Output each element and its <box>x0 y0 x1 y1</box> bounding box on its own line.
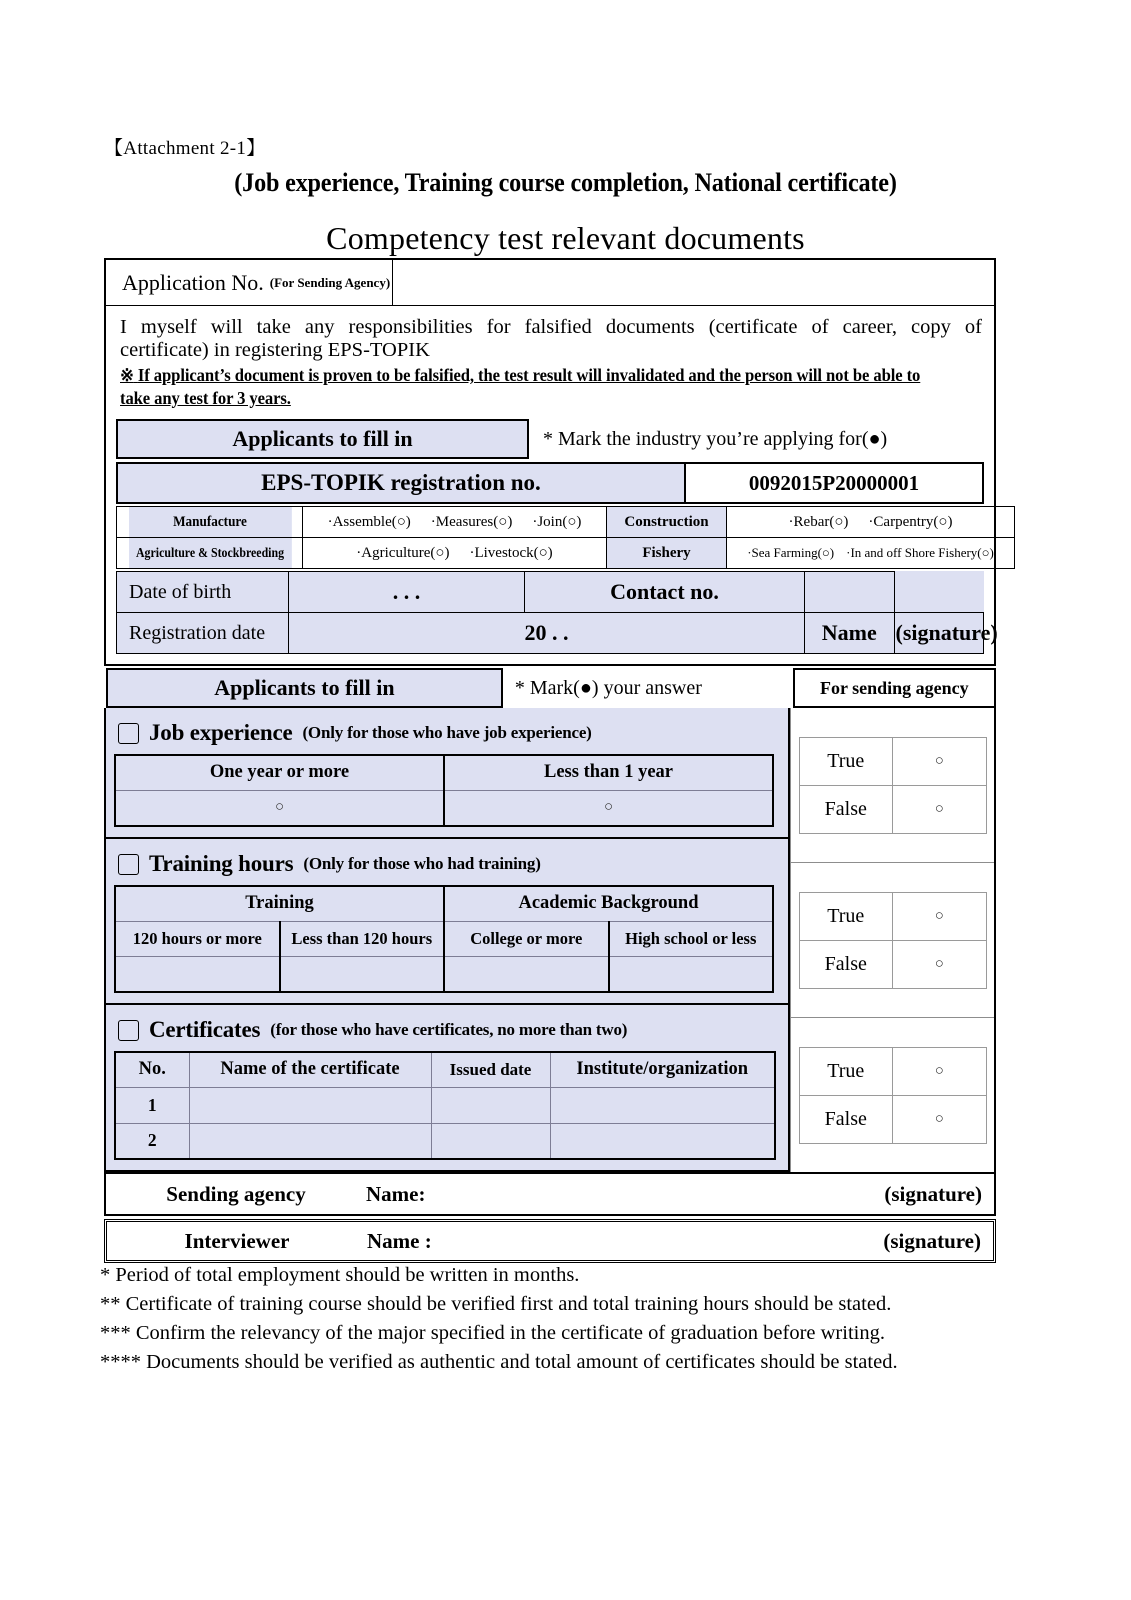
training-answer-row <box>115 956 773 992</box>
application-no-label: Application No. <box>122 269 264 295</box>
job-experience-block <box>106 708 790 839</box>
registration-no-value[interactable]: 0092015P20000001 <box>684 462 984 504</box>
certificates-header-row <box>115 1052 775 1087</box>
industry-option-rebar[interactable]: ·Rebar(○) <box>788 513 849 530</box>
industry-options-fishery[interactable] <box>727 538 1015 569</box>
cert-false-mark[interactable]: ○ <box>893 1095 987 1143</box>
personal-info-table <box>116 571 998 654</box>
industry-mark-note: * Mark the industry you’re applying for(●) <box>543 427 888 450</box>
training-answer-college-or-more[interactable] <box>444 956 609 992</box>
training-hours-title: Training hours <box>149 851 294 876</box>
training-header-less-than-120: Less than 120 hours <box>280 921 445 956</box>
cert-true-label: True <box>799 1047 893 1095</box>
cert-row-2-no: 2 <box>115 1123 189 1159</box>
application-no-input[interactable] <box>393 260 994 305</box>
cert-header-name: Name of the certificate <box>189 1052 431 1087</box>
registration-no-row <box>116 462 984 504</box>
training-answer-less-than-120[interactable] <box>280 956 445 992</box>
contact-no-value[interactable] <box>805 572 895 613</box>
interviewer-name-field[interactable]: Name : <box>367 1228 432 1253</box>
certificates-title-row <box>118 1017 778 1043</box>
training-false-mark[interactable]: ○ <box>893 940 987 988</box>
industry-options-agriculture[interactable] <box>303 538 607 569</box>
footnote-3: *** Confirm the relevancy of the major specified in the certificate of graduation before writing. <box>100 1322 885 1345</box>
applicants-to-fill-in-bar-1: Applicants to fill in <box>116 419 529 459</box>
industry-option-agriculture[interactable]: ·Agriculture(○) <box>356 544 450 561</box>
cert-row-1-issued[interactable] <box>431 1087 550 1123</box>
training-false-label: False <box>799 940 893 988</box>
training-true-row <box>799 892 986 940</box>
date-of-birth-label: Date of birth <box>117 572 289 613</box>
registration-date-label: Registration date <box>117 613 289 654</box>
training-false-row <box>799 940 986 988</box>
certificates-table <box>114 1051 776 1160</box>
training-hours-title-row <box>118 851 778 877</box>
job-experience-title-row <box>118 720 778 746</box>
section2 <box>104 668 996 1263</box>
sending-agency-label: Sending agency <box>166 1181 306 1206</box>
attachment-label: 【Attachment 2-1】 <box>104 138 266 159</box>
training-group-header-row <box>115 886 773 921</box>
job-exp-answer-one-year[interactable]: ○ <box>115 790 444 826</box>
declaration-line-2: certificate) in registering EPS-TOPIK <box>120 338 430 361</box>
application-no-row <box>106 260 994 306</box>
date-of-birth-row <box>117 572 984 613</box>
training-answer-high-school-or-less[interactable] <box>609 956 774 992</box>
training-header-high-school-or-less: High school or less <box>609 921 774 956</box>
job-experience-verdict-wrap <box>791 708 994 862</box>
training-hours-checkbox[interactable] <box>118 854 139 875</box>
industry-row-agriculture <box>117 538 1015 569</box>
training-hours-block <box>106 839 790 1005</box>
training-group-header-training: Training <box>115 886 444 921</box>
certificates-verdict-wrap <box>791 1017 994 1172</box>
name-label-text: Name <box>821 620 877 646</box>
training-header-row <box>115 921 773 956</box>
application-no-label-cell <box>106 260 393 305</box>
job-exp-false-label: False <box>799 785 893 833</box>
cert-false-label: False <box>799 1095 893 1143</box>
date-of-birth-value[interactable]: . . . <box>289 572 525 613</box>
warning-text: If applicant’s document is proven to be falsified, the test result will invalidated and the person will not be able to take any test for 3 years. <box>120 364 921 408</box>
job-exp-false-mark[interactable]: ○ <box>893 785 987 833</box>
industry-name-construction: Construction <box>607 507 727 538</box>
answer-mark-note: * Mark(●) your answer <box>514 676 702 699</box>
industry-option-assemble[interactable]: ·Assemble(○) <box>327 513 411 530</box>
warning-mark-icon: ※ <box>120 364 134 385</box>
main-form-frame <box>104 258 996 666</box>
industry-option-carpentry[interactable]: ·Carpentry(○) <box>868 513 953 530</box>
training-answer-120-or-more[interactable] <box>115 956 280 992</box>
section2-body <box>104 708 996 1172</box>
interviewer-row <box>104 1219 996 1263</box>
job-experience-answer-row <box>115 790 773 826</box>
table-row <box>115 1123 775 1159</box>
training-verdict-table <box>799 892 987 989</box>
job-experience-checkbox[interactable] <box>118 723 139 744</box>
document-subtitle: (Job experience, Training course completion, National certificate) <box>234 168 897 197</box>
industry-options-manufacture[interactable] <box>303 507 607 538</box>
industry-option-livestock[interactable]: ·Livestock(○) <box>469 544 553 561</box>
applicants-to-fill-in-bar-2: Applicants to fill in <box>106 668 503 708</box>
cert-header-issued-date: Issued date <box>431 1052 550 1087</box>
certificates-block <box>106 1005 790 1172</box>
industry-option-join[interactable]: ·Join(○) <box>532 513 582 530</box>
job-experience-table <box>114 754 774 827</box>
cert-header-institute: Institute/organization <box>550 1052 775 1087</box>
job-experience-header-row <box>115 755 773 790</box>
industry-option-sea-farming[interactable]: ·Sea Farming(○) <box>747 544 835 560</box>
training-verdict-wrap <box>791 862 994 1017</box>
page-title: Competency test relevant documents <box>326 220 805 256</box>
cert-true-row <box>799 1047 986 1095</box>
job-exp-true-mark[interactable]: ○ <box>893 737 987 785</box>
certificates-verdict-table <box>799 1047 987 1144</box>
cert-row-1-institute[interactable] <box>550 1087 775 1123</box>
interviewer-label: Interviewer <box>184 1228 290 1253</box>
section2-agency-column <box>790 708 996 1172</box>
job-exp-header-less-than-one: Less than 1 year <box>444 755 773 790</box>
footnote-2: ** Certificate of training course should be verified first and total training hours should be stated. <box>100 1293 892 1316</box>
job-experience-title: Job experience <box>149 720 293 745</box>
sending-agency-name-field[interactable]: Name: <box>366 1181 426 1206</box>
certificates-title: Certificates <box>149 1017 261 1042</box>
industry-row-manufacture <box>117 507 1015 538</box>
job-exp-header-one-year: One year or more <box>115 755 444 790</box>
cert-true-mark[interactable]: ○ <box>893 1047 987 1095</box>
section1 <box>106 415 998 664</box>
footnote-1: * Period of total employment should be written in months. <box>100 1264 580 1286</box>
cert-header-no: No. <box>115 1052 189 1087</box>
sending-agency-signature[interactable]: (signature) <box>884 1181 982 1206</box>
registration-no-label: EPS-TOPIK registration no. <box>116 462 684 504</box>
cert-row-2-name[interactable] <box>189 1123 431 1159</box>
job-experience-verdict-table <box>799 737 987 834</box>
declaration-line-1: I myself will take any responsibilities for falsified documents (certificate of career, copy of <box>120 316 982 338</box>
section1-header-row <box>116 419 984 459</box>
signature-label-1[interactable]: (signature) <box>894 613 984 654</box>
cert-row-1-no: 1 <box>115 1087 189 1123</box>
job-exp-answer-less-than-one[interactable]: ○ <box>444 790 773 826</box>
section2-questions-column <box>104 708 790 1172</box>
training-group-header-academic: Academic Background <box>444 886 773 921</box>
training-hours-table <box>114 885 774 993</box>
industry-options-construction[interactable] <box>727 507 1015 538</box>
certificates-subtitle: (for those who have certificates, no more than two) <box>270 1020 628 1039</box>
for-sending-agency-header: For sending agency <box>793 668 996 708</box>
certificates-checkbox[interactable] <box>118 1020 139 1041</box>
job-experience-subtitle: (Only for those who have job experience) <box>302 723 592 742</box>
declaration-block <box>106 306 994 415</box>
training-true-label: True <box>799 892 893 940</box>
job-exp-true-row <box>799 737 986 785</box>
industry-name-manufacture: Manufacture <box>128 507 292 538</box>
training-true-mark[interactable]: ○ <box>893 892 987 940</box>
training-header-college-or-more: College or more <box>444 921 609 956</box>
name-label <box>805 613 895 654</box>
industry-name-agriculture: Agriculture & Stockbreeding <box>128 538 292 569</box>
interviewer-signature[interactable]: (signature) <box>883 1228 981 1253</box>
industry-option-inshore-fishery[interactable]: ·In and off Shore Fishery(○) <box>846 544 994 560</box>
section2-header-row <box>104 668 996 708</box>
cert-false-row <box>799 1095 986 1143</box>
job-exp-false-row <box>799 785 986 833</box>
registration-date-row <box>117 613 984 654</box>
industry-option-measures[interactable]: ·Measures(○) <box>430 513 513 530</box>
contact-no-label: Contact no. <box>525 572 805 613</box>
job-exp-true-label: True <box>799 737 893 785</box>
training-hours-subtitle: (Only for those who had training) <box>303 854 541 873</box>
industry-name-fishery: Fishery <box>607 538 727 569</box>
registration-date-value[interactable]: 20 . . <box>289 613 805 654</box>
footnote-4: **** Documents should be verified as authentic and total amount of certificates should be stated. <box>100 1351 898 1374</box>
table-row <box>115 1087 775 1123</box>
footnotes <box>100 1262 1040 1378</box>
industry-table <box>116 506 1015 569</box>
application-no-sublabel: (For Sending Agency) <box>269 274 391 290</box>
cert-row-2-institute[interactable] <box>550 1123 775 1159</box>
cert-row-2-issued[interactable] <box>431 1123 550 1159</box>
declaration-warning <box>120 364 939 410</box>
sending-agency-row <box>104 1172 996 1216</box>
training-header-120-or-more: 120 hours or more <box>115 921 280 956</box>
cert-row-1-name[interactable] <box>189 1087 431 1123</box>
